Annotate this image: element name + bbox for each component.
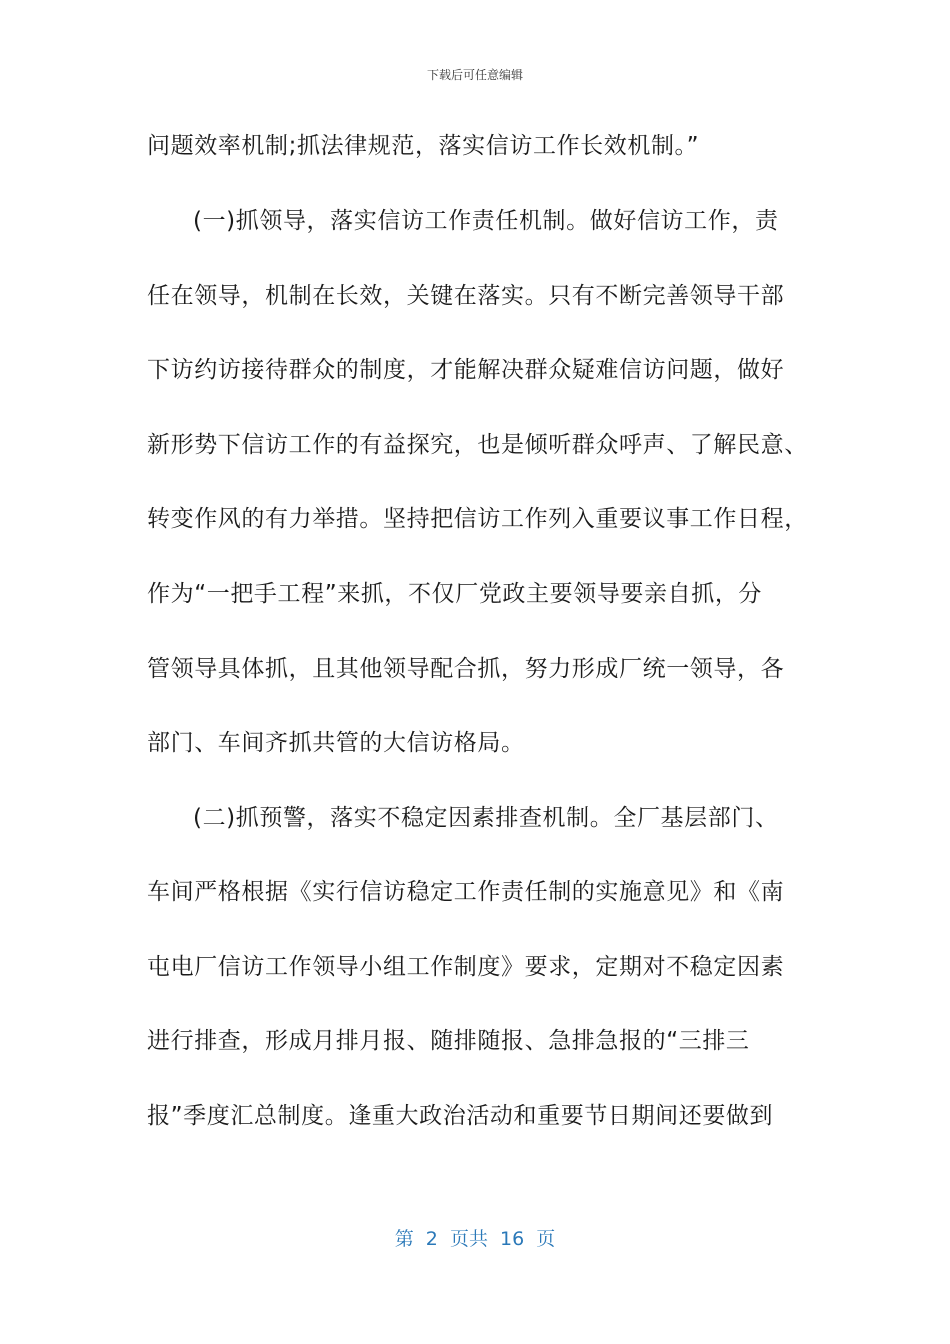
paragraph-line: 新形势下信访工作的有益探究，也是倾听群众呼声、了解民意、 [147, 432, 808, 458]
page-number-footer: 第 2 页共 16 页 [394, 1228, 556, 1250]
paragraph-line: 下访约访接待群众的制度，才能解决群众疑难信访问题，做好 [147, 357, 785, 383]
paragraph-line: 任在领导，机制在长效，关键在落实。只有不断完善领导干部 [147, 283, 785, 309]
page-header-note: 下载后可任意编辑 [426, 68, 523, 82]
paragraph-line: (二)抓预警，落实不稳定因素排查机制。全厂基层部门、 [193, 805, 779, 831]
paragraph-line: 部门、车间齐抓共管的大信访格局。 [147, 730, 525, 756]
paragraph-line: (一)抓领导，落实信访工作责任机制。做好信访工作，责 [193, 208, 779, 234]
paragraph-line: 管领导具体抓，且其他领导配合抓，努力形成厂统一领导，各 [147, 656, 785, 682]
paragraph-line: 进行排查，形成月排月报、随排随报、急排急报的“三排三 [147, 1028, 750, 1054]
paragraph-line: 屯电厂信访工作领导小组工作制度》要求，定期对不稳定因素 [147, 954, 785, 980]
paragraph-line: 车间严格根据《实行信访稳定工作责任制的实施意见》和《南 [147, 879, 785, 905]
paragraph-line: 转变作风的有力举措。坚持把信访工作列入重要议事工作日程， [147, 506, 808, 532]
paragraph-line: 问题效率机制;抓法律规范，落实信访工作长效机制。” [147, 133, 700, 159]
paragraph-line: 作为“一把手工程”来抓，不仅厂党政主要领导要亲自抓，分 [147, 581, 763, 607]
paragraph-line: 报”季度汇总制度。逢重大政治活动和重要节日期间还要做到 [147, 1103, 774, 1129]
